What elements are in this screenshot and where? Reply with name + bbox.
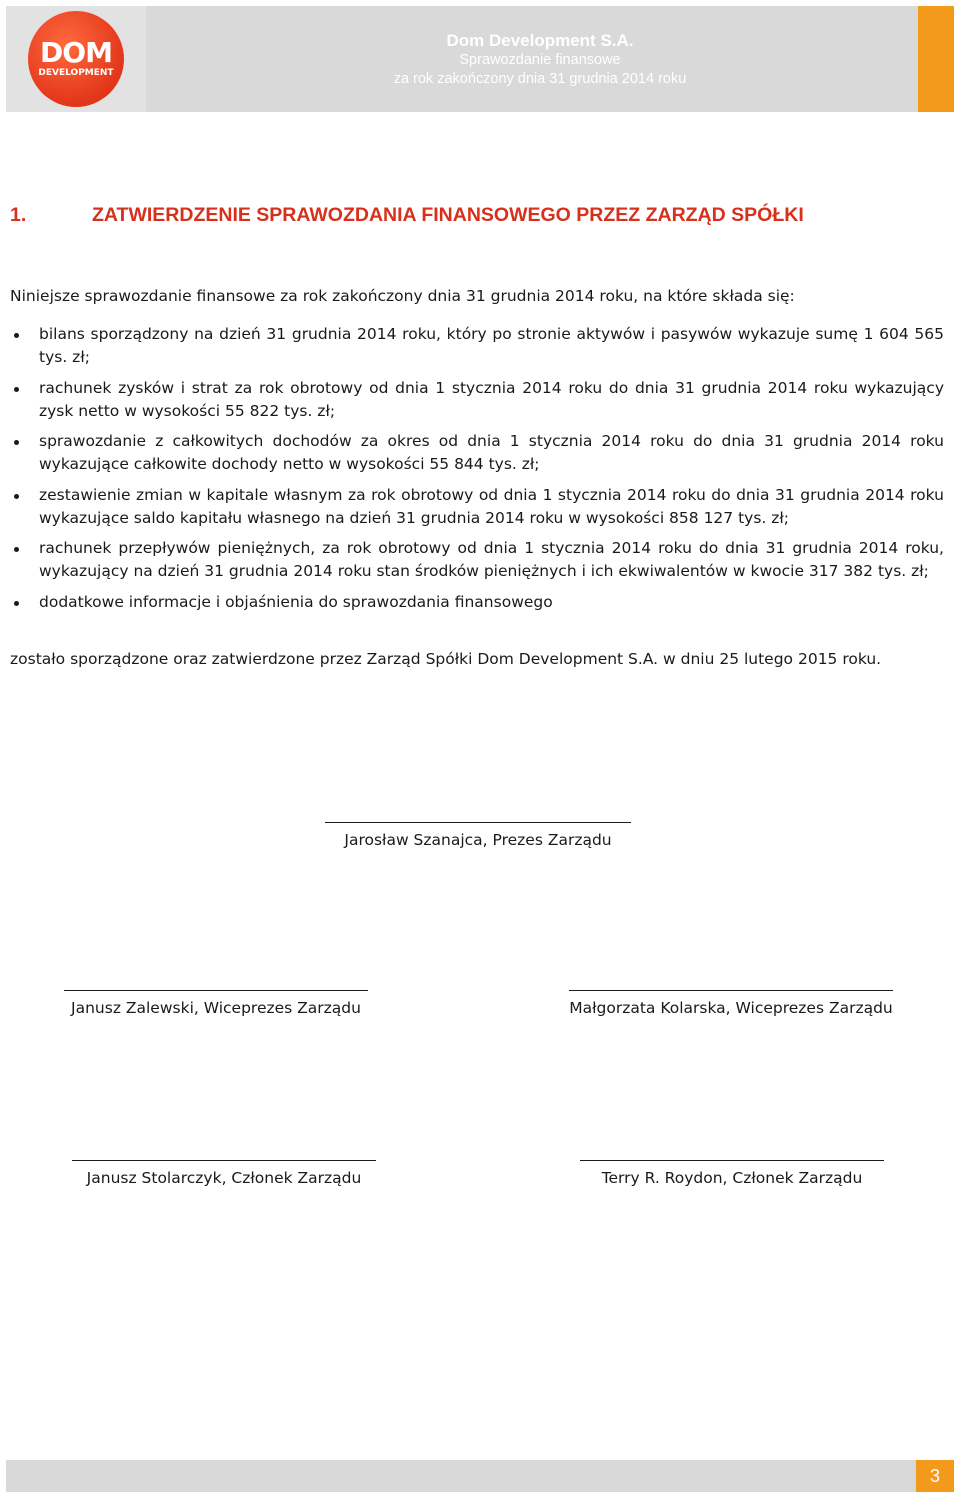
signature-block-vp-kolarska xyxy=(566,990,896,1017)
signature-line xyxy=(64,990,368,991)
list-item: zestawienie zmian w kapitale własnym za rok obrotowy od dnia 1 stycznia 2014 roku do dnia 31 grudnia 2014 roku wykazujące saldo kapitału własnego na dzień 31 grudnia 2014 roku w wysokości 858 127 tys. zł; xyxy=(10,484,944,530)
dom-development-logo-icon xyxy=(28,11,124,107)
signature-label: Janusz Stolarczyk, Członek Zarządu xyxy=(86,1169,362,1187)
signature-label: Jarosław Szanajca, Prezes Zarządu xyxy=(344,831,612,849)
signature-block-member-stolarczyk xyxy=(68,1160,380,1187)
signature-line xyxy=(580,1160,884,1161)
section-title xyxy=(10,204,950,227)
company-name: Dom Development S.A. xyxy=(446,31,634,50)
closing-paragraph: zostało sporządzone oraz zatwierdzone przez Zarząd Spółki Dom Development S.A. w dniu 25 lutego 2015 roku. xyxy=(10,650,882,668)
list-item: bilans sporządzony na dzień 31 grudnia 2014 roku, który po stronie aktywów i pasywów wykazuje sumę 1 604 565 tys. zł; xyxy=(10,323,944,369)
reporting-period: za rok zakończony dnia 31 grudnia 2014 roku xyxy=(393,71,687,87)
signature-label: Janusz Zalewski, Wiceprezes Zarządu xyxy=(71,999,361,1017)
intro-paragraph: Niniejsze sprawozdanie finansowe za rok zakończony dnia 31 grudnia 2014 roku, na które składa się: xyxy=(10,287,795,305)
list-item: sprawozdanie z całkowitych dochodów za okres od dnia 1 stycznia 2014 roku do dnia 31 grudnia 2014 roku wykazujące całkowite dochody netto w wysokości 55 844 tys. zł; xyxy=(10,430,944,476)
footer-band xyxy=(6,1460,954,1492)
logo-text-main: DOM xyxy=(40,36,112,69)
header-text xyxy=(360,30,720,89)
list-item: dodatkowe informacje i objaśnienia do sprawozdania finansowego xyxy=(10,591,944,614)
document-type: Sprawozdanie finansowe xyxy=(459,52,621,68)
list-item: rachunek zysków i strat za rok obrotowy od dnia 1 stycznia 2014 roku do dnia 31 grudnia 2014 roku wykazujący zysk netto w wysokości 55 822 tys. zł; xyxy=(10,377,944,423)
section-heading: ZATWIERDZENIE SPRAWOZDANIA FINANSOWEGO PRZEZ ZARZĄD SPÓŁKI xyxy=(92,204,804,226)
signature-block-member-roydon xyxy=(576,1160,888,1187)
signature-label: Małgorzata Kolarska, Wiceprezes Zarządu xyxy=(569,999,893,1017)
signature-line xyxy=(569,990,893,991)
signature-line xyxy=(72,1160,376,1161)
signature-block-vp-zalewski xyxy=(58,990,374,1017)
header-accent-block xyxy=(918,6,954,112)
logo-text-sub: DEVELOPMENT xyxy=(38,68,114,78)
statements-list xyxy=(10,323,944,621)
signature-label: Terry R. Roydon, Członek Zarządu xyxy=(601,1169,863,1187)
signature-line xyxy=(325,822,631,823)
logo xyxy=(6,6,146,112)
page-number: 3 xyxy=(916,1460,954,1492)
signature-block-president xyxy=(318,822,638,849)
list-item: rachunek przepływów pieniężnych, za rok obrotowy od dnia 1 stycznia 2014 roku do dnia 31 grudnia 2014 roku, wykazujący na dzień 31 grudnia 2014 roku stan środków pieniężnych i ich ekwiwalentów w kwocie 317 382 tys. zł; xyxy=(10,537,944,583)
section-number: 1. xyxy=(10,204,27,226)
